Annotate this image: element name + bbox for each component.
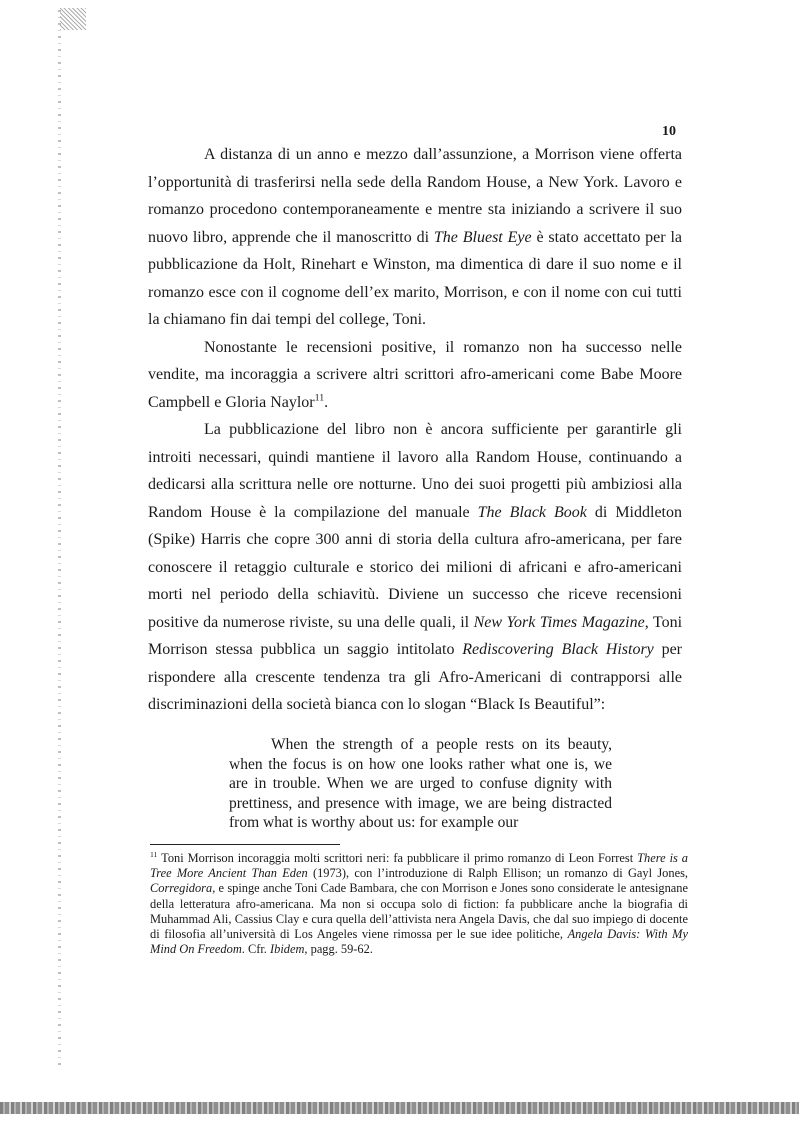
italic-title: There is a Tree More Ancient Than Eden [150, 851, 689, 881]
footnote [150, 851, 688, 957]
footnote-divider [150, 844, 340, 845]
text-run: , pagg. 59-62. [304, 942, 373, 957]
text-run: , Toni Morrison stessa pubblica un saggio intitolato [148, 613, 683, 658]
text-run: . [324, 393, 329, 411]
italic-title: The Bluest Eye [433, 228, 532, 246]
text-run: (1973), con l’introduzione di Ralph Ellison; un romanzo di Gayl Jones, [307, 866, 688, 881]
italic-title: Angela Davis: With My Mind On Freedom [150, 927, 688, 957]
scan-edge-left [58, 10, 61, 1070]
text-run: , e spinge anche Toni Cade Bambara, che con Morrison e Jones sono considerate le antesignane della letteratura afro-americana. Ma non si occupa solo di fiction: fa pubblicare anche la biografia di Muhammad Ali, Cassius Clay e cura quella dell’attivista nera Angela Davis, che dal suo impiego di docente di filosofia all’università di Los Angeles viene rimossa per le sue idee politiche, [150, 881, 688, 942]
page-number: 10 [662, 124, 676, 139]
italic-title: The Black Book [477, 503, 587, 521]
text-run: per rispondere alla crescente tendenza tra gli Afro-Americani di contrapporsi alle discriminazioni della società bianca con lo slogan “Black Is Beautiful”: [148, 641, 682, 713]
paragraph [148, 141, 682, 334]
italic-title: Corregidora [150, 881, 213, 896]
paragraph [148, 416, 682, 719]
footnote-ref: 11 [314, 392, 325, 404]
text-run: Toni Morrison incoraggia molti scrittori neri: fa pubblicare il primo romanzo di Leon Forrest [157, 851, 638, 865]
text-run: è stato accettato per la pubblicazione da Holt, Rinehart e Winston, ma dimentica di dare il suo nome e il romanzo esce con il cognome dell’ex marito, Morrison, e con il nome con cui tutti la chiamano fin dai tempi del college, Toni. [148, 228, 683, 328]
paragraph [148, 334, 682, 417]
block-quote: When the strength of a people rests on its beauty, when the focus is on how one looks rather what one is, we are in trouble. When we are urged to confuse dignity with prettiness, and presence with image, we are being distracted from what is worthy about us: for example our [229, 736, 612, 831]
text-run: La pubblicazione del libro non è ancora sufficiente per garantirle gli introiti necessari, quindi mantiene il lavoro alla Random House, continuando a dedicarsi alla scrittura nelle ore notturne. Uno dei suoi progetti più ambiziosi alla Random House è la compilazione del manuale [148, 421, 682, 521]
italic-title: New York Times Magazine [473, 613, 645, 631]
italic-title: Ibidem [270, 942, 305, 957]
text-run: A distanza di un anno e mezzo dall’assunzione, a Morrison viene offerta l’opportunità di trasferirsi nella sede della Random House, a New York. Lavoro e romanzo procedono contemporaneamente e mentre sta iniziando a scrivere il suo nuovo libro, apprende che il manoscritto di [148, 146, 682, 246]
scan-edge-bottom [0, 1102, 799, 1114]
body-text [148, 141, 682, 719]
scan-corner-mark [60, 8, 86, 30]
text-run: . Cfr. [241, 942, 270, 957]
italic-title: Rediscovering Black History [462, 641, 654, 658]
footnote-ref: 11 [150, 849, 158, 859]
text-run: di Middleton (Spike) Harris che copre 300 anni di storia della cultura afro-americana, per fare conoscere il retaggio culturale e storico dei milioni di africani e afro-americani morti nel periodo della schiavitù. Diviene un successo che riceve recensioni positive da numerose riviste, su una delle quali, il [148, 503, 682, 631]
text-run: Nonostante le recensioni positive, il romanzo non ha successo nelle vendite, ma incoraggia a scrivere altri scrittori afro-americani come Babe Moore Campbell e Gloria Naylor [148, 338, 682, 411]
